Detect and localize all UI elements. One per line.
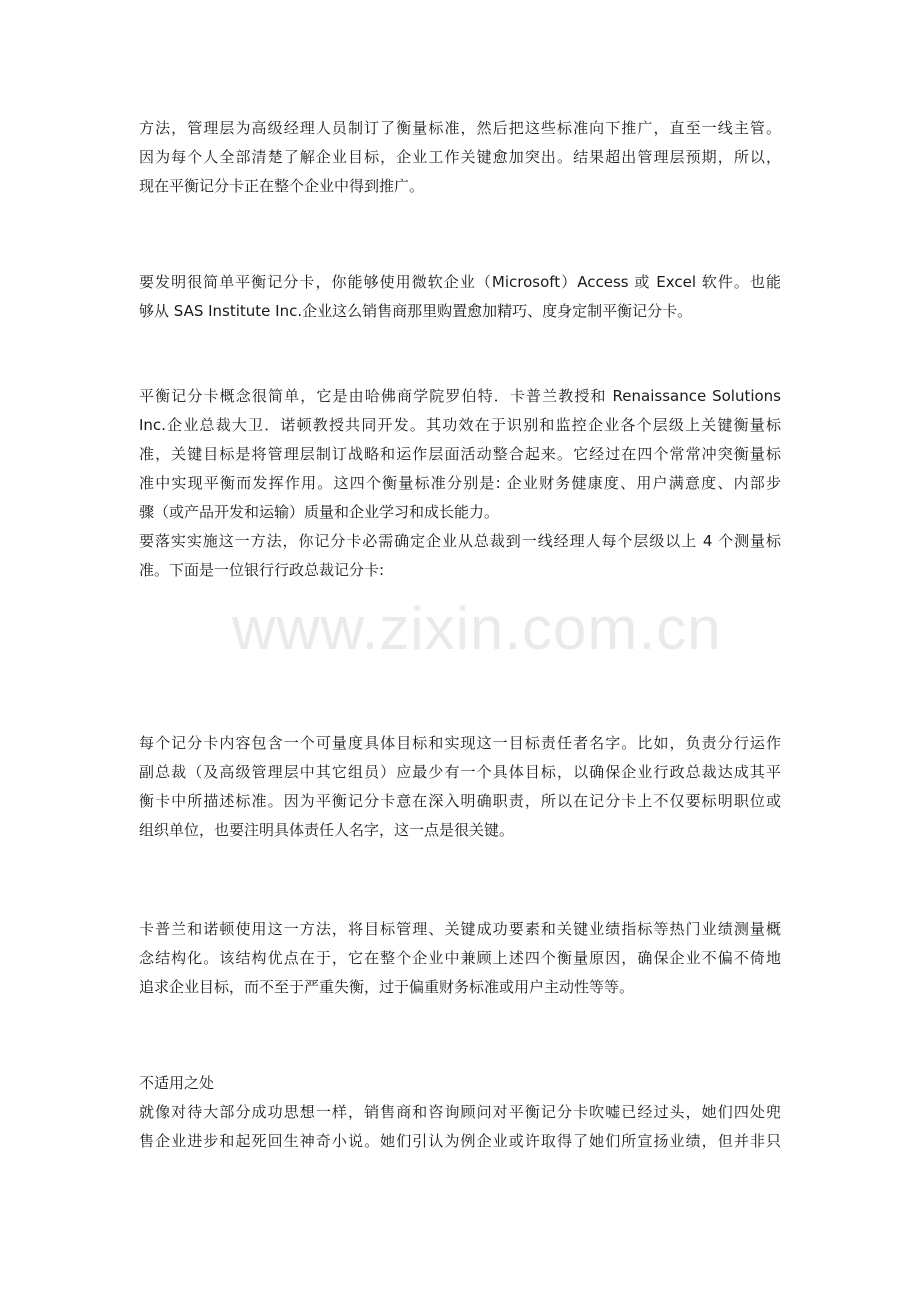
text-line: 念结构化。该结构优点在于，它在整个企业中兼顾上述四个衡量原因，确保企业不偏不倚地 [139,949,781,967]
text-line: Inc.企业总裁大卫．诺顿教授共同开发。其功效在于识别和监控企业各个层级上关键衡量标 [139,416,781,434]
paragraph-4 [139,729,781,845]
text-line: 每个记分卡内容包含一个可量度具体目标和实现这一目标责任者名字。比如，负责分行运作 [139,734,781,752]
text-line: 衡卡中所描述标准。因为平衡记分卡意在深入明确职责，所以在记分卡上不仅要标明职位或 [139,792,781,810]
paragraph-6 [139,1069,781,1156]
paragraph-5 [139,915,781,1002]
paragraph-1 [139,114,781,201]
text-line: 要落实实施这一方法，你记分卡必需确定企业从总裁到一线经理人每个层级以上 4 个测量标 [139,532,781,550]
text-line: 追求企业目标，而不至于严重失衡，过于偏重财务标准或用户主动性等等。 [139,978,635,996]
text-line: 就像对待大部分成功思想一样，销售商和咨询顾问对平衡记分卡吹嘘已经过头，她们四处兜 [139,1103,781,1121]
text-line: 因为每个人全部清楚了解企业目标，企业工作关键愈加突出。结果超出管理层预期，所以， [139,148,781,166]
text-line: 售企业进步和起死回生神奇小说。她们引认为例企业或许取得了她们所宣扬业绩，但并非只 [139,1132,781,1150]
text-line: 准。下面是一位银行行政总裁记分卡: [139,561,385,579]
text-line: 要发明很简单平衡记分卡，你能够使用微软企业（Microsoft）Access 或 Excel 软件。也能 [139,273,781,291]
watermark: www.zixin.com.cn [232,595,722,662]
text-line: 平衡记分卡概念很简单，它是由哈佛商学院罗伯特．卡普兰教授和 Renaissance Solutions [139,387,781,405]
text-line: 准，关键目标是将管理层制订战略和运作层面活动整合起来。它经过在四个常常冲突衡量标 [139,445,781,463]
text-line: 现在平衡记分卡正在整个企业中得到推广。 [139,177,425,195]
text-line: 副总裁（及高级管理层中其它组员）应最少有一个具体目标，以确保企业行政总裁达成其平 [139,763,781,781]
paragraph-3 [139,382,781,585]
text-line: 够从 SAS Institute Inc.企业这么销售商那里购置愈加精巧、度身定制平衡记分卡。 [139,302,693,320]
text-line: 准中实现平衡而发挥作用。这四个衡量标准分别是: 企业财务健康度、用户满意度、内部步 [139,474,781,492]
text-line: 卡普兰和诺顿使用这一方法，将目标管理、关键成功要素和关键业绩指标等热门业绩测量概 [139,920,781,938]
text-line: 方法，管理层为高级经理人员制订了衡量标准，然后把这些标准向下推广，直至一线主管。 [139,119,781,137]
section-heading: 不适用之处 [139,1074,215,1092]
paragraph-2 [139,268,781,326]
text-line: 骤（或产品开发和运输）质量和企业学习和成长能力。 [139,503,500,521]
text-line: 组织单位，也要注明具体责任人名字，这一点是很关键。 [139,821,515,839]
